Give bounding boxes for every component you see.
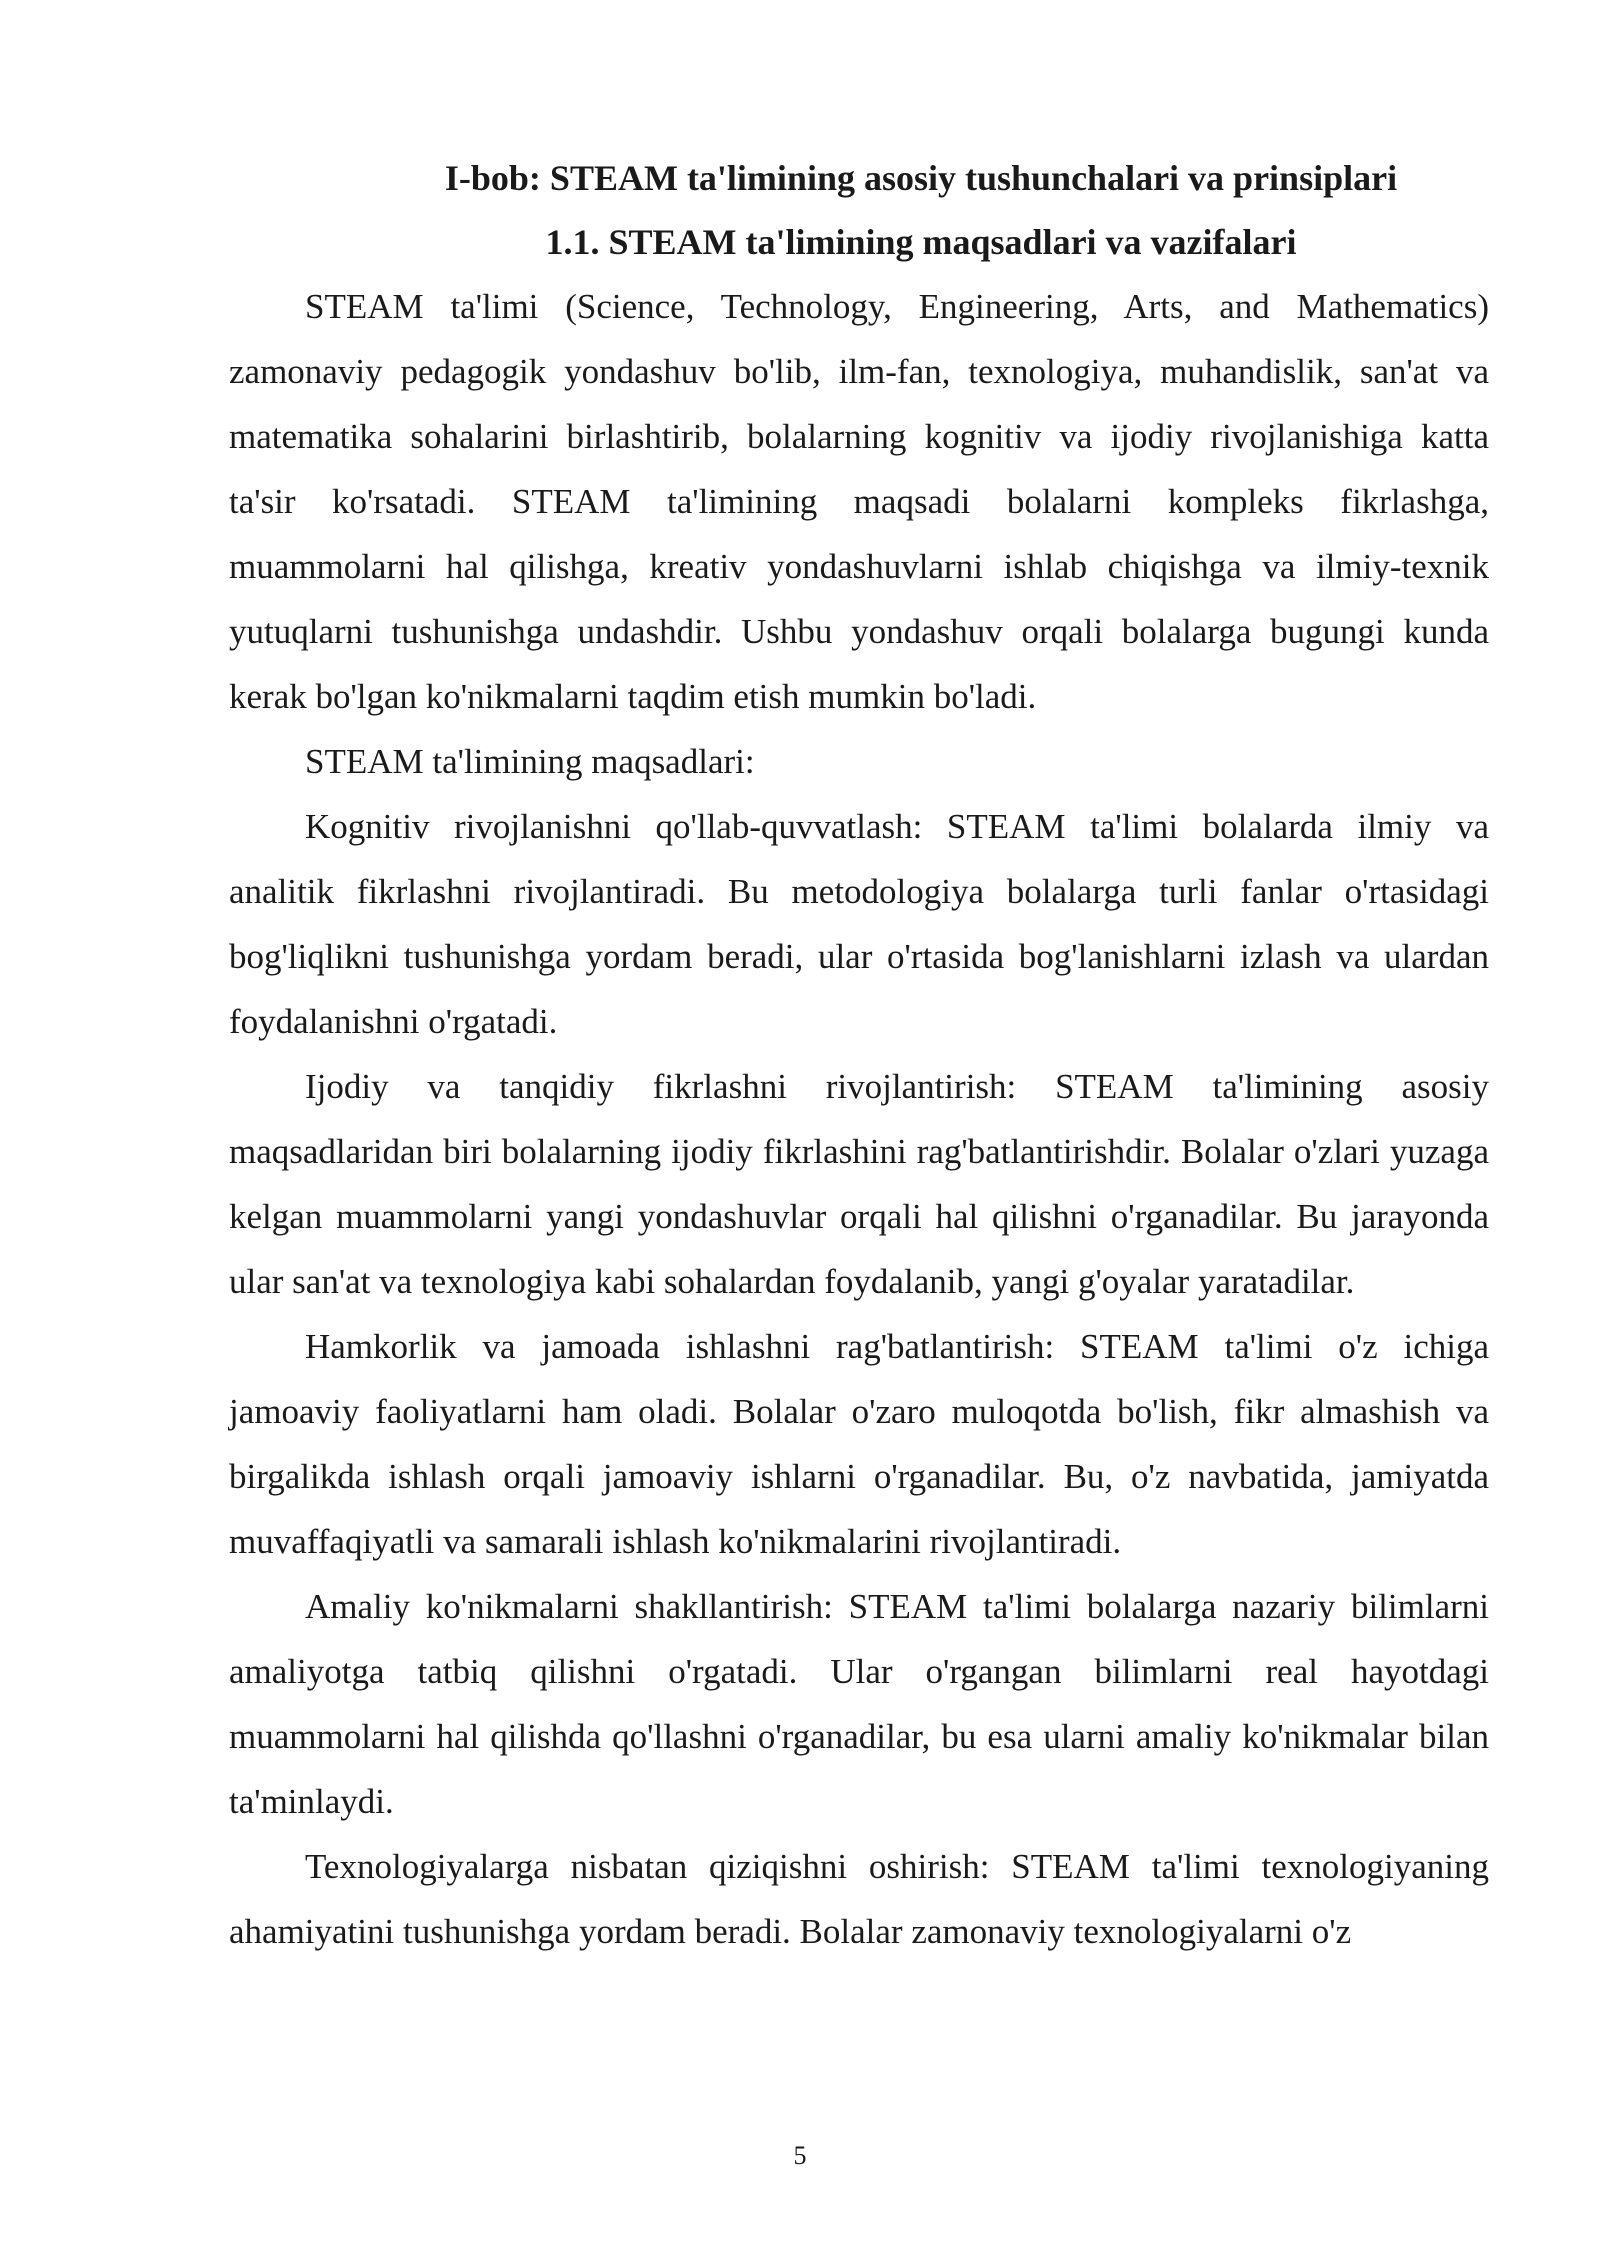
section-title: 1.1. STEAM ta'limining maqsadlari va vazifalari [545,222,1297,262]
page-number: 5 [793,2141,807,2170]
page-content [229,146,1489,1964]
paragraph-creative: Ijodiy va tanqidiy fikrlashni rivojlantirish: STEAM ta'limining asosiy maqsadlaridan biri bolalarning ijodiy fikrlashini rag'batlantirishdir. Bolalar o'zlari yuzaga kelgan muammolarni yangi yondashuvlar orqali hal qilishni o'rganadilar. Bu jarayonda ular san'at va texnologiya kabi sohalardan foydalanib, yangi g'oyalar yaratadilar. [229,1067,1489,1301]
paragraph-practical: Amaliy ko'nikmalarni shakllantirish: STEAM ta'limi bolalarga nazariy bilimlarni amaliyotga tatbiq qilishni o'rgatadi. Ular o'rgangan bilimlarni real hayotdagi muammolarni hal qilishda qo'llashni o'rganadilar, bu esa ularni amaliy ko'nikmalar bilan ta'minlaydi. [229,1587,1489,1821]
paragraph-goals-heading: STEAM ta'limining maqsadlari: [305,742,755,781]
paragraph-teamwork: Hamkorlik va jamoada ishlashni rag'batlantirish: STEAM ta'limi o'z ichiga jamoaviy faoliyatlarni ham oladi. Bolalar o'zaro muloqotda bo'lish, fikr almashish va birgalikda ishlash orqali jamoaviy ishlarni o'rganadilar. Bu, o'z navbatida, jamiyatda muvaffaqiyatli va samarali ishlash ko'nikmalarini rivojlantiradi. [229,1327,1489,1561]
paragraph-intro: STEAM ta'limi (Science, Technology, Engineering, Arts, and Mathematics) zamonaviy pedagogik yondashuv bo'lib, ilm-fan, texnologiya, muhandislik, san'at va matematika sohalarini birlashtirib, bolalarning kognitiv va ijodiy rivojlanishiga katta ta'sir ko'rsatadi. STEAM ta'limining maqsadi bolalarni kompleks fikrlashga, muammolarni hal qilishga, kreativ yondashuvlarni ishlab chiqishga va ilmiy-texnik yutuqlarni tushunishga undashdir. Ushbu yondashuv orqali bolalarga bugungi kunda kerak bo'lgan ko'nikmalarni taqdim etish mumkin bo'ladi. [229,287,1489,716]
paragraph-technology: Texnologiyalarga nisbatan qiziqishni oshirish: STEAM ta'limi texnologiyaning ahamiyatini tushunishga yordam beradi. Bolalar zamonaviy texnologiyalarni o'z [229,1847,1489,1951]
chapter-title: I-bob: STEAM ta'limining asosiy tushunchalari va prinsiplari [444,158,1398,198]
paragraph-cognitive: Kognitiv rivojlanishni qo'llab-quvvatlash: STEAM ta'limi bolalarda ilmiy va analitik fikrlashni rivojlantiradi. Bu metodologiya bolalarga turli fanlar o'rtasidagi bog'liqlikni tushunishga yordam beradi, ular o'rtasida bog'lanishlarni izlash va ulardan foydalanishni o'rgatadi. [229,807,1489,1041]
